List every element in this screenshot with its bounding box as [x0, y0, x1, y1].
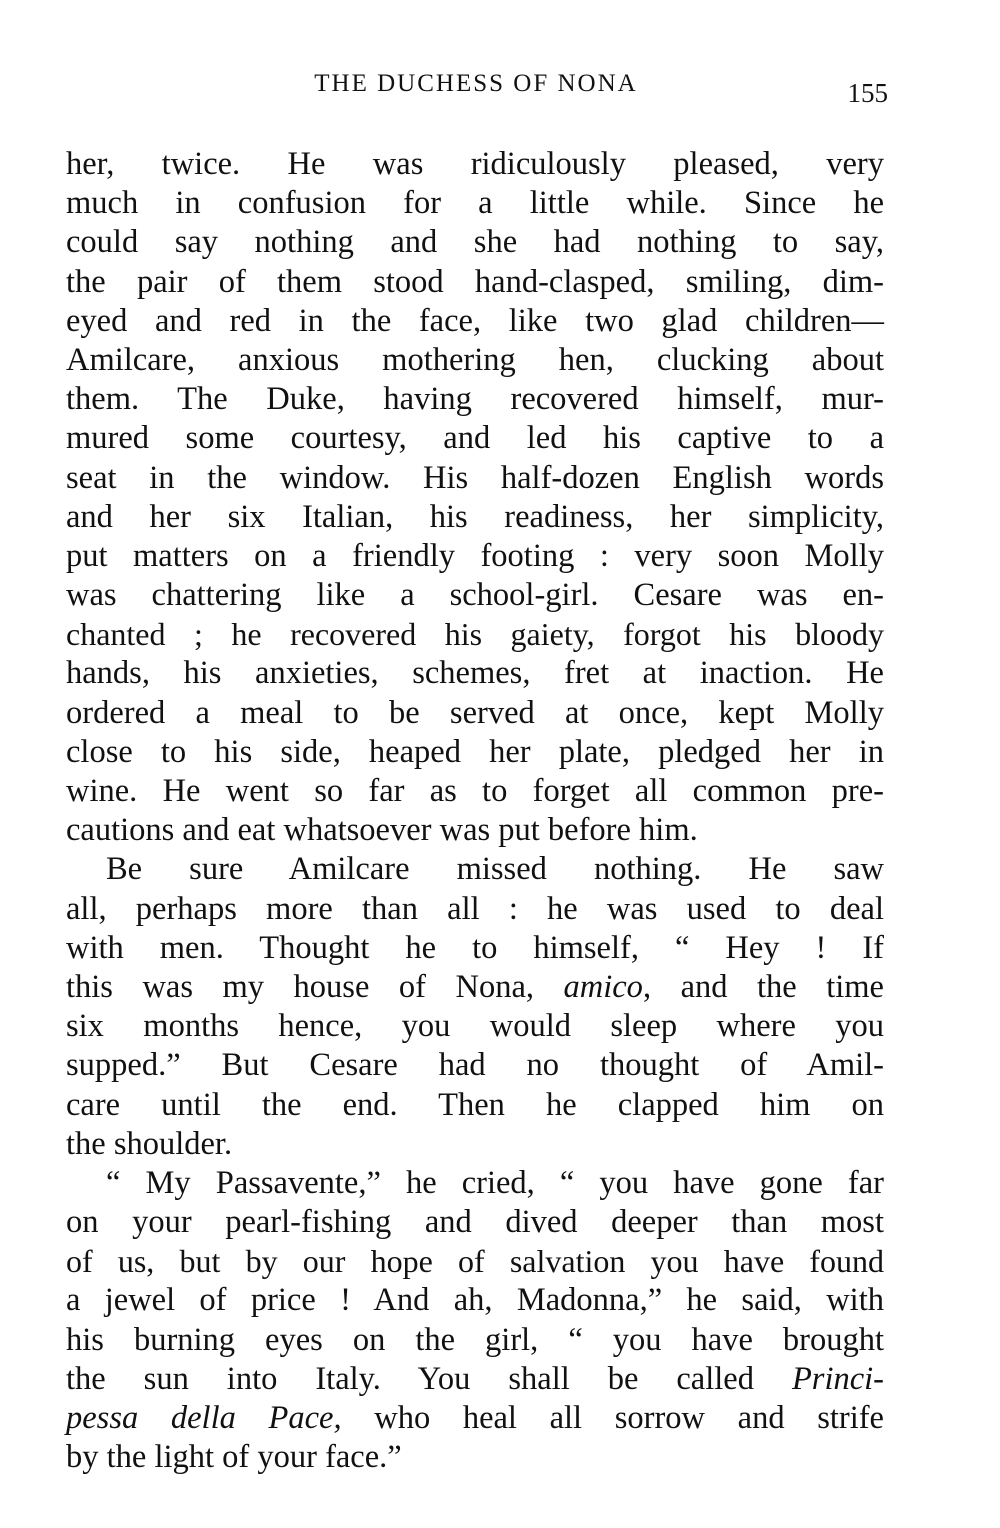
- text-line: put matters on a friendly footing : very soon Molly: [66, 537, 884, 574]
- text-run: the sun into Italy. You shall be called: [66, 1360, 792, 1397]
- text-line: them. The Duke, having recovered himself, mur-: [66, 381, 884, 418]
- text-line: cautions and eat whatsoever was put before him.: [66, 812, 698, 849]
- running-title: THE DUCHESS OF NONA: [314, 70, 638, 97]
- text-line: and her six Italian, his readiness, her simplicity,: [66, 498, 884, 535]
- text-line: a jewel of price ! And ah, Madonna,” he said, with: [66, 1282, 884, 1319]
- page-header: [66, 70, 886, 110]
- text-line: all, perhaps more than all : he was used to deal: [66, 890, 884, 927]
- text-run: who heal all sorrow and strife: [341, 1400, 884, 1436]
- text-line: supped.” But Cesare had no thought of Amil-: [66, 1047, 884, 1084]
- text-line: hands, his anxieties, schemes, fret at inaction. He: [66, 655, 884, 692]
- text-line: with men. Thought he to himself, “ Hey ! If: [66, 929, 884, 966]
- text-line: her, twice. He was ridiculously pleased, very: [66, 146, 884, 182]
- text-line: six months hence, you would sleep where you: [66, 1008, 884, 1045]
- paragraph-start-line: “ My Passavente,” he cried, “ you have gone far: [106, 1164, 884, 1201]
- text-line: could say nothing and she had nothing to say,: [66, 224, 884, 261]
- text-line: much in confusion for a little while. Since he: [66, 185, 884, 222]
- italic-word: Princi-: [791, 1360, 884, 1397]
- text-run: this was my house of Nona,: [66, 968, 564, 1005]
- text-line: eyed and red in the face, like two glad children—: [66, 302, 884, 339]
- text-line-with-italic: [66, 968, 884, 1007]
- text-line: was chattering like a school-girl. Cesare was en-: [66, 577, 884, 614]
- text-line: by the light of your face.”: [66, 1439, 402, 1476]
- italic-word: amico: [563, 968, 643, 1005]
- text-line: care until the end. Then he clapped him on: [66, 1086, 884, 1123]
- text-line: the shoulder.: [66, 1125, 233, 1162]
- text-run: , and the time: [642, 968, 884, 1005]
- text-line-with-italic: [66, 1360, 884, 1399]
- body-text: [66, 145, 884, 1477]
- paragraph-start-line: Be sure Amilcare missed nothing. He saw: [106, 851, 884, 888]
- text-line: ordered a meal to be served at once, kept Molly: [66, 694, 884, 731]
- text-line: chanted ; he recovered his gaiety, forgot his bloody: [66, 616, 884, 653]
- text-line: mured some courtesy, and led his captive to a: [66, 420, 884, 457]
- text-line: wine. He went so far as to forget all common pre-: [66, 773, 884, 809]
- text-line: on your pearl-fishing and dived deeper than most: [66, 1204, 884, 1241]
- italic-phrase: pessa della Pace,: [66, 1400, 342, 1436]
- text-line: his burning eyes on the girl, “ you have brought: [66, 1321, 884, 1358]
- text-line-with-italic: [66, 1399, 884, 1438]
- text-line: Amilcare, anxious mothering hen, clucking about: [66, 341, 884, 378]
- text-line: seat in the window. His half-dozen English words: [66, 459, 884, 496]
- page-number: 155: [847, 78, 888, 108]
- text-line: the pair of them stood hand-clasped, smiling, dim-: [66, 263, 884, 300]
- text-line: close to his side, heaped her plate, pledged her in: [66, 733, 884, 770]
- text-line: of us, but by our hope of salvation you have found: [66, 1243, 884, 1280]
